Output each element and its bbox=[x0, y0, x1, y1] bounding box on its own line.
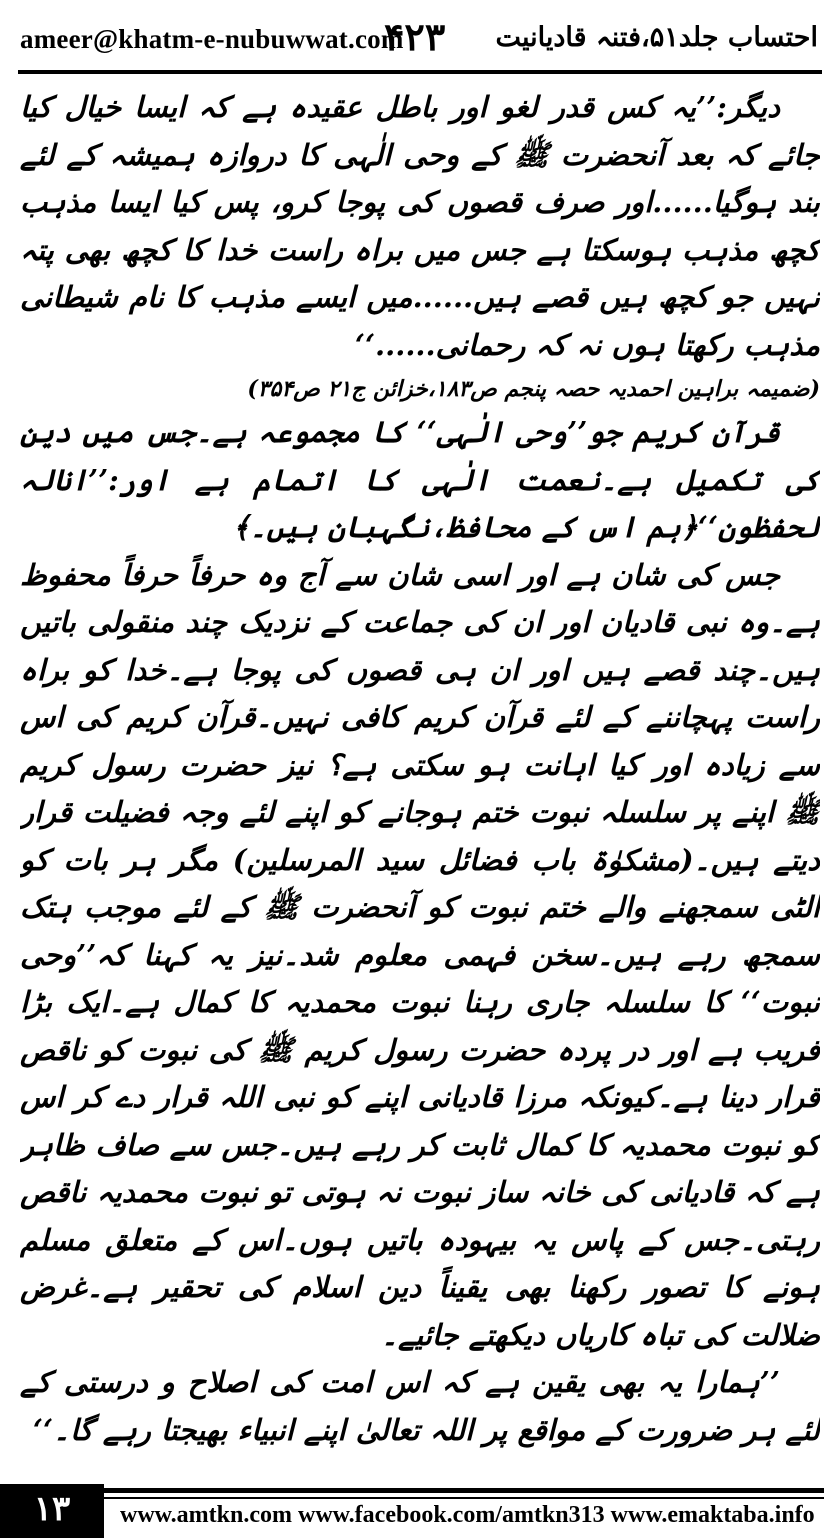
page-footer bbox=[0, 1480, 840, 1540]
footer-rule-thin bbox=[104, 1497, 824, 1499]
page-body bbox=[20, 84, 820, 1460]
page-number: ۴۲۳ bbox=[384, 14, 446, 59]
header-rule bbox=[18, 70, 822, 74]
paragraph-quote-2: ’’ہمارا یہ بھی یقین ہے کہ اس امت کی اصلاح و درستی کے لئے ہر ضرورت کے مواقع پر اللہ تعالیٰ اپنے انبیاء بھیجتا رہے گا۔‘‘ bbox=[20, 1365, 820, 1447]
paragraph-quote-1: دیگر:’’یہ کس قدر لغو اور باطل عقیدہ ہے کہ ایسا خیال کیا جائے کہ بعد آنحضرت ﷺ کے وحی الٰہی کا دروازہ ہمیشہ کے لئے بند ہوگیا......اور صرف قصوں کی پوجا کرو، پس کیا ایسا مذہب کچھ مذہب ہوسکتا ہے جس میں براہ راست خدا کا کچھ بھی پتہ نہیں جو کچھ ہیں قصے ہیں......میں ایسے مذہب کا نام شیطانی مذہب رکھتا ہوں نہ کہ رحمانی......‘‘ bbox=[20, 90, 820, 362]
page-header bbox=[0, 0, 840, 74]
footer-websites: www.amtkn.com www.facebook.com/amtkn313 www.emaktaba.info bbox=[120, 1502, 815, 1528]
paragraph-quran: قرآن کریم جو’’وحی الٰہی‘‘ کا مجموعہ ہے۔جس میں دین کی تکمیل ہے۔نعمت الٰہی کا اتمام ہے اور:’’انالہ لحفظون‘‘﴿ہم اس کے محافظ،نگہبان ہیں۔﴾ bbox=[20, 415, 820, 544]
footer-rule-thick bbox=[104, 1488, 824, 1493]
header-email: ameer@khatm-e-nubuwwat.com bbox=[20, 24, 404, 54]
paragraph-main: جس کی شان ہے اور اسی شان سے آج وہ حرفاً حرفاً محفوظ ہے۔وہ نبی قادیان اور ان کی جماعت کے نزدیک چند منقولی باتیں ہیں۔چند قصے ہیں اور ان ہی قصوں کی پوجا ہے۔خدا کو براہ راست پہچاننے کے لئے قرآن کریم کافی نہیں۔قرآن کریم کی اس سے زیادہ اور کیا اہانت ہو سکتی ہے؟ نیز حضرت رسول کریم ﷺ اپنے پر سلسلہ نبوت ختم ہوجانے کو اپنے لئے وجہ فضیلت قرار دیتے ہیں۔(مشکوٰۃ باب فضائل سید المرسلین) مگر ہر بات کو الٹی سمجھنے والے ختم نبوت کو آنحضرت ﷺ کے لئے موجب ہتک سمجھ رہے ہیں۔سخن فہمی معلوم شد۔نیز یہ کہنا کہ’’وحی نبوت‘‘ کا سلسلہ جاری رہنا نبوت محمدیہ کا کمال ہے۔ایک بڑا فریب ہے اور در پردہ حضرت رسول کریم ﷺ کی نبوت کو ناقص قرار دینا ہے۔کیونکہ مرزا قادیانی اپنے کو نبی اللہ قرار دے کر اس کو نبوت محمدیہ کا کمال ثابت کر رہے ہیں۔جس سے صاف ظاہر ہے کہ قادیانی کی خانہ ساز نبوت نہ ہوتی تو نبوت محمدیہ ناقص رہتی۔جس کے پاس یہ بیہودہ باتیں ہوں۔اس کے متعلق مسلم ہونے کا تصور رکھنا بھی یقیناً دین اسلام کی تحقیر ہے۔غرض ضلالت کی تباہ کاریاں دیکھتے جائیے۔ bbox=[20, 557, 820, 1352]
footer-page-box: ۱۳ bbox=[0, 1484, 104, 1538]
reference-2 bbox=[20, 1454, 820, 1460]
reference-1: (ضمیمہ براہین احمدیہ حصہ پنجم ص۱۸۳،خزائن ج۲۱ ص۳۵۴) bbox=[247, 376, 820, 402]
book-title: احتساب جلد۵۱،فتنہ قادیانیت bbox=[495, 22, 818, 53]
